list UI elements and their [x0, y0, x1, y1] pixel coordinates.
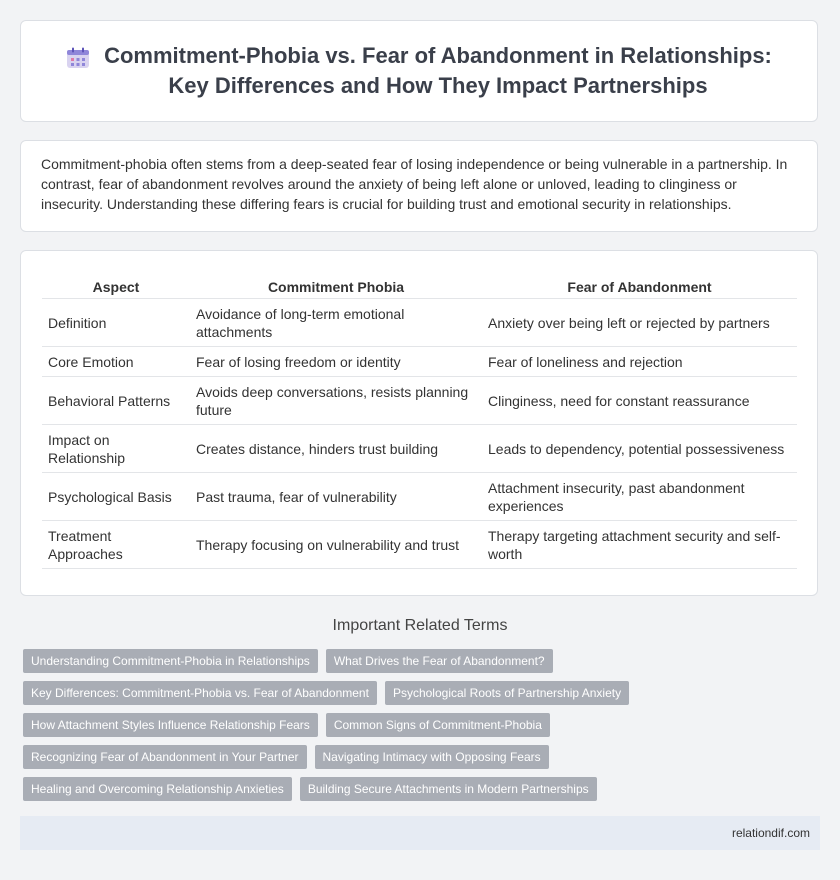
related-term-tag[interactable]: Psychological Roots of Partnership Anxiety	[385, 681, 629, 705]
footer	[20, 816, 820, 850]
table-row	[42, 521, 797, 569]
cell-fear-of-abandonment: Therapy targeting attachment security and self-worth	[482, 521, 797, 569]
header-fear-of-abandonment: Fear of Abandonment	[482, 275, 797, 299]
cell-aspect: Behavioral Patterns	[42, 377, 190, 425]
cell-aspect: Core Emotion	[42, 347, 190, 377]
calendar-icon	[66, 47, 90, 69]
page-title	[104, 41, 772, 101]
cell-fear-of-abandonment: Leads to dependency, potential possessiveness	[482, 425, 797, 473]
cell-commitment-phobia: Fear of losing freedom or identity	[190, 347, 482, 377]
related-term-tag[interactable]: Healing and Overcoming Relationship Anxieties	[23, 777, 292, 801]
cell-fear-of-abandonment: Clinginess, need for constant reassurance	[482, 377, 797, 425]
header-commitment-phobia: Commitment Phobia	[190, 275, 482, 299]
related-term-tag[interactable]: Recognizing Fear of Abandonment in Your Partner	[23, 745, 307, 769]
cell-commitment-phobia: Creates distance, hinders trust building	[190, 425, 482, 473]
cell-aspect: Treatment Approaches	[42, 521, 190, 569]
related-term-tag[interactable]: Common Signs of Commitment-Phobia	[326, 713, 550, 737]
header-aspect: Aspect	[42, 275, 190, 299]
cell-fear-of-abandonment: Fear of loneliness and rejection	[482, 347, 797, 377]
related-terms-list	[23, 649, 813, 809]
table-row	[42, 377, 797, 425]
related-term-tag[interactable]: What Drives the Fear of Abandonment?	[326, 649, 553, 673]
cell-commitment-phobia: Therapy focusing on vulnerability and trust	[190, 521, 482, 569]
cell-fear-of-abandonment: Anxiety over being left or rejected by partners	[482, 299, 797, 347]
cell-fear-of-abandonment: Attachment insecurity, past abandonment experiences	[482, 473, 797, 521]
table-row	[42, 425, 797, 473]
intro-card	[20, 140, 818, 232]
title-line-2: Key Differences and How They Impact Partnerships	[168, 73, 708, 98]
comparison-table	[42, 275, 797, 569]
cell-aspect: Impact on Relationship	[42, 425, 190, 473]
table-row	[42, 473, 797, 521]
related-terms-title: Important Related Terms	[332, 617, 508, 634]
related-term-tag[interactable]: How Attachment Styles Influence Relationship Fears	[23, 713, 318, 737]
related-term-tag[interactable]: Understanding Commitment-Phobia in Relationships	[23, 649, 318, 673]
footer-site-link[interactable]: relationdif.com	[731, 826, 810, 840]
cell-aspect: Definition	[42, 299, 190, 347]
table-header-row	[42, 275, 797, 299]
cell-commitment-phobia: Avoids deep conversations, resists planning future	[190, 377, 482, 425]
related-term-tag[interactable]: Key Differences: Commitment-Phobia vs. Fear of Abandonment	[23, 681, 377, 705]
related-term-tag[interactable]: Building Secure Attachments in Modern Partnerships	[300, 777, 597, 801]
table-row	[42, 299, 797, 347]
intro-text: Commitment-phobia often stems from a deep-seated fear of losing independence or being vulnerable in a partnership. In contrast, fear of abandonment revolves around the anxiety of being left alone or unloved, leading to clinginess or insecurity. Understanding these differing fears is crucial for building trust and emotional security in relationships.	[41, 156, 788, 212]
table-row	[42, 347, 797, 377]
cell-aspect: Psychological Basis	[42, 473, 190, 521]
comparison-card	[20, 250, 818, 596]
related-term-tag[interactable]: Navigating Intimacy with Opposing Fears	[315, 745, 549, 769]
cell-commitment-phobia: Past trauma, fear of vulnerability	[190, 473, 482, 521]
cell-commitment-phobia: Avoidance of long-term emotional attachments	[190, 299, 482, 347]
header-card	[20, 20, 818, 122]
title-line-1: Commitment-Phobia vs. Fear of Abandonment in Relationships:	[104, 43, 772, 68]
